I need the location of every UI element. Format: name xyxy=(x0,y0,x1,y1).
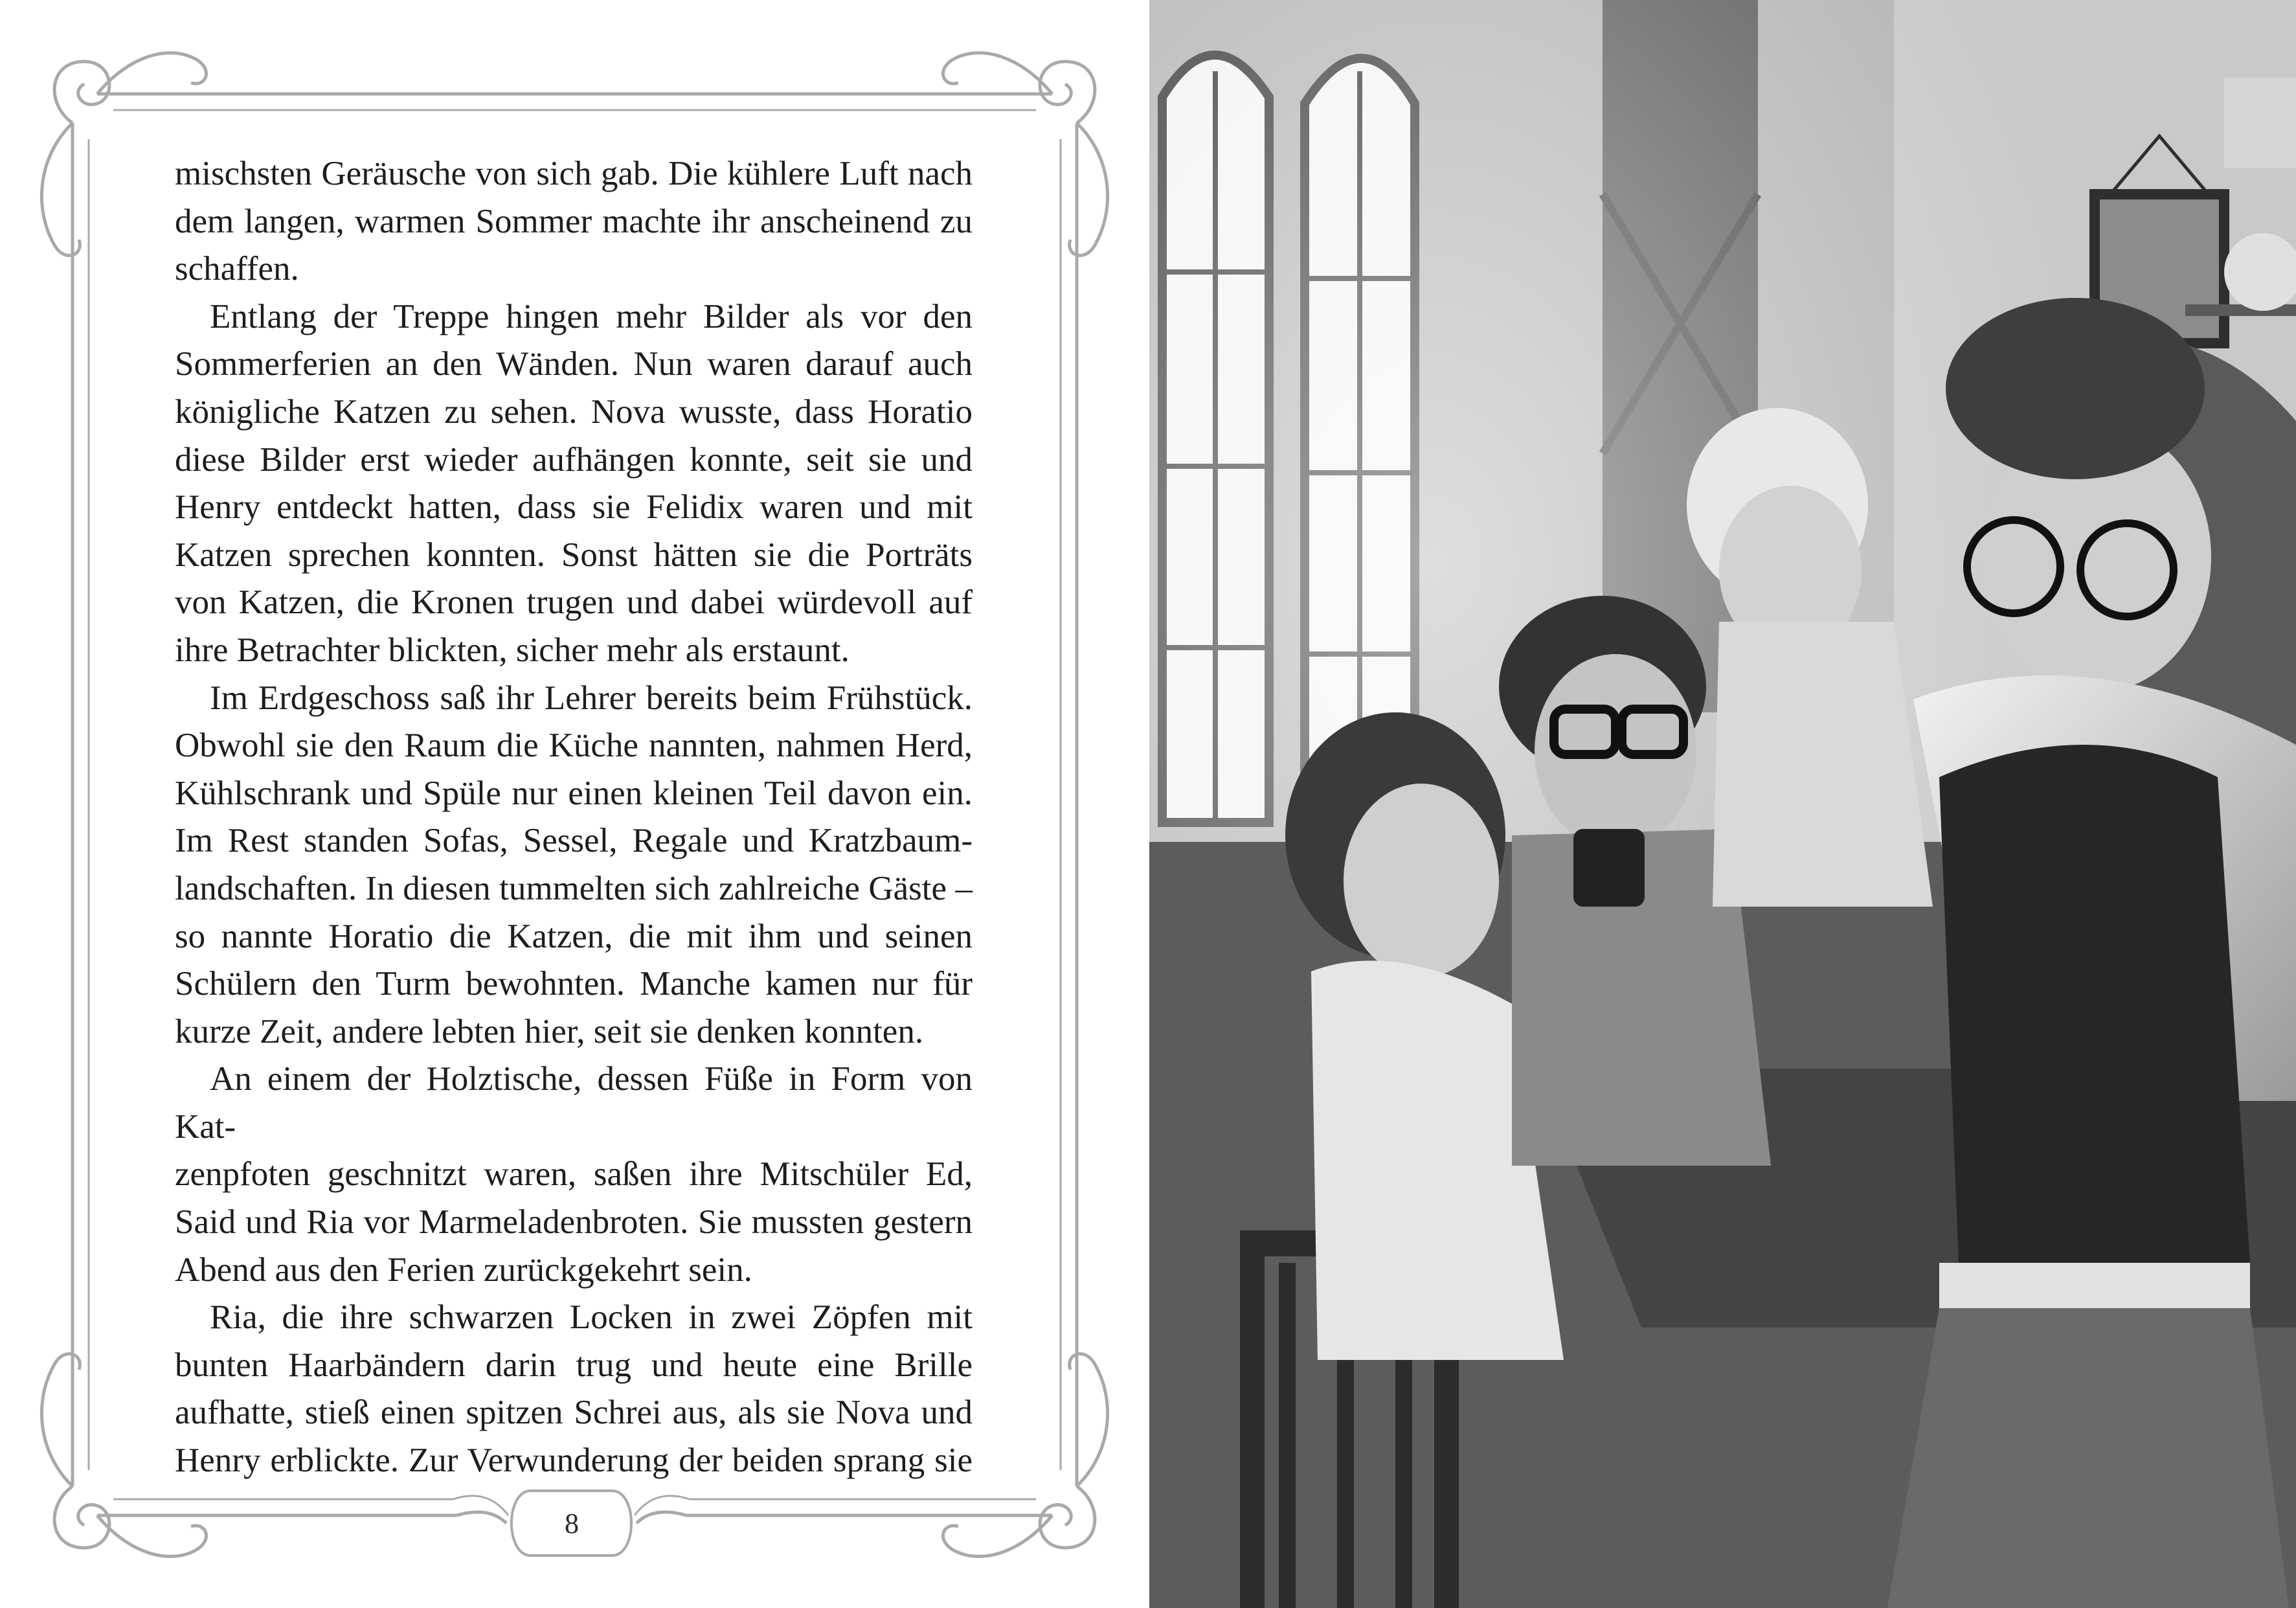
body-text xyxy=(175,150,973,1485)
text-line: Ria, die ihre schwarzen Locken in zwei Zöpfen mit xyxy=(210,1298,973,1337)
text-line: Schülern den Turm bewohnten. Manche kamen nur für xyxy=(175,965,973,1003)
text-line: aufhatte, stieß einen spitzen Schrei aus, als sie Nova und xyxy=(175,1394,973,1432)
illustration-children-hugging-icon xyxy=(1149,0,2296,1608)
text-line: Abend aus den Ferien zurückgekehrt sein. xyxy=(175,1251,752,1289)
illustration xyxy=(1149,0,2296,1608)
text-line: zenpfoten geschnitzt waren, saßen ihre Mitschüler Ed, xyxy=(175,1155,973,1194)
text-line: schaffen. xyxy=(175,250,299,288)
text-line: An einem der Holztische, dessen Füße in Form von Kat- xyxy=(175,1060,973,1146)
text-line: Im Rest standen Sofas, Sessel, Regale und Kratzbaum- xyxy=(175,822,973,860)
text-line: so nannte Horatio die Katzen, die mit ihm und seinen xyxy=(175,917,973,955)
page-number: 8 xyxy=(565,1507,579,1539)
text-line: Kühlschrank und Spüle nur einen kleinen Teil davon ein. xyxy=(175,774,973,812)
text-line: Katzen sprechen konnten. Sonst hätten sie die Porträts xyxy=(175,536,973,574)
text-line: Henry entdeckt hatten, dass sie Felidix waren und mit xyxy=(175,488,973,527)
text-line: Obwohl sie den Raum die Küche nannten, nahmen Herd, xyxy=(175,727,973,765)
text-line: von Katzen, die Kronen trugen und dabei würdevoll auf xyxy=(175,583,973,622)
text-line: dem langen, warmen Sommer machte ihr anscheinend zu xyxy=(175,202,973,240)
text-line: Said und Ria vor Marmeladenbroten. Sie mussten gestern xyxy=(175,1203,973,1241)
text-line: Sommerferien an den Wänden. Nun waren darauf auch xyxy=(175,345,973,383)
text-line: königliche Katzen zu sehen. Nova wusste, dass Horatio xyxy=(175,392,973,431)
text-line: Im Erdgeschoss saß ihr Lehrer bereits beim Frühstück. xyxy=(210,679,973,717)
text-line: landschaften. In diesen tummelten sich zahlreiche Gäste – xyxy=(175,869,973,907)
text-line: ihre Betrachter blickten, sicher mehr als erstaunt. xyxy=(175,631,850,669)
text-line: mischsten Geräusche von sich gab. Die kühlere Luft nach xyxy=(175,155,973,192)
text-line: bunten Haarbändern darin trug und heute eine Brille xyxy=(175,1346,973,1384)
text-line: kurze Zeit, andere lebten hier, seit sie denken konnten. xyxy=(175,1012,924,1050)
text-line: Henry erblickte. Zur Verwunderung der beiden sprang sie xyxy=(175,1442,973,1480)
text-line: Entlang der Treppe hingen mehr Bilder als vor den xyxy=(210,297,973,335)
text-line: diese Bilder erst wieder aufhängen konnte, seit sie und xyxy=(175,440,973,479)
